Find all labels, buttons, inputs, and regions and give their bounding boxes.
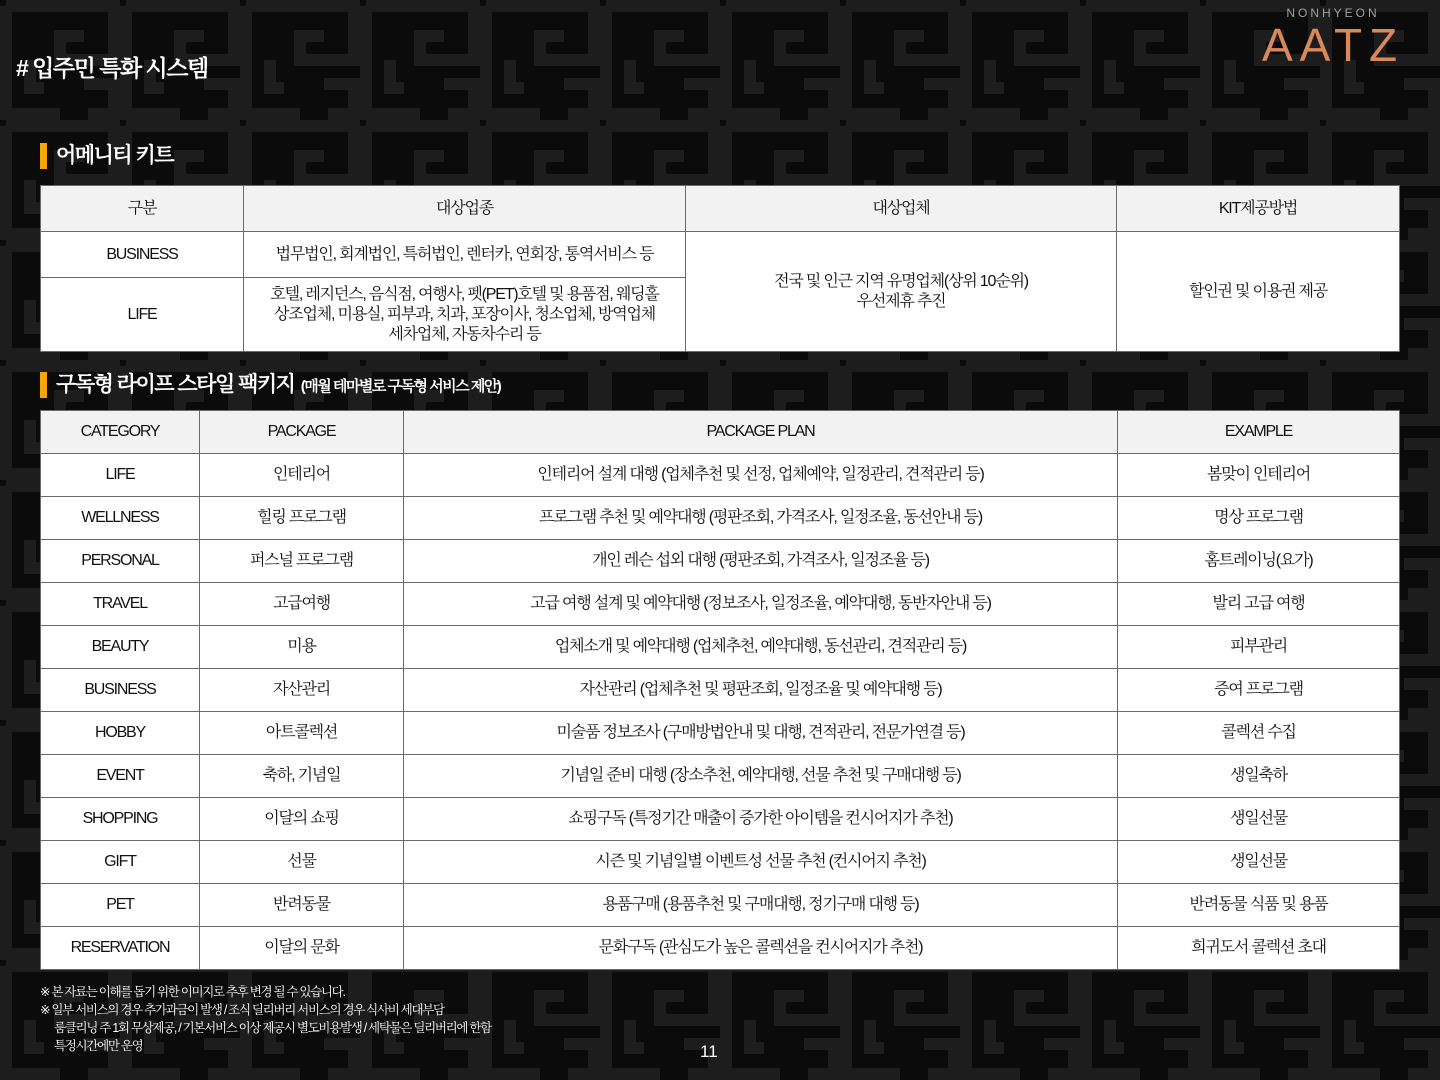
package-plan-cell: 고급 여행 설계 및 예약대행 (정보조사, 일정조율, 예약대행, 동반자안내 등): [404, 583, 1118, 626]
brand-sub-text: NONHYEON: [1286, 6, 1380, 20]
brand-main-text: AATZ: [1262, 19, 1405, 71]
amenity-industry-cell: 법무법인, 회계법인, 특허법인, 렌터카, 연회장, 통역서비스 등: [244, 232, 686, 278]
package-plan-cell: 미술품 정보조사 (구매방법안내 및 대행, 견적관리, 전문가연결 등): [404, 712, 1118, 755]
amenity-header-target: 대상업체: [686, 186, 1117, 232]
amenity-category-cell: LIFE: [41, 278, 244, 352]
package-example-cell: 생일선물: [1118, 798, 1400, 841]
package-example-cell: 명상 프로그램: [1118, 497, 1400, 540]
package-name-cell: 이달의 쇼핑: [200, 798, 404, 841]
amenity-header-method: KIT제공방법: [1117, 186, 1400, 232]
package-example-cell: 증여 프로그램: [1118, 669, 1400, 712]
package-name-cell: 힐링 프로그램: [200, 497, 404, 540]
package-header-package: PACKAGE: [200, 411, 404, 454]
package-name-cell: 인테리어: [200, 454, 404, 497]
package-category-cell: PET: [41, 884, 200, 927]
package-plan-cell: 기념일 준비 대행 (장소추천, 예약대행, 선물 추천 및 구매대행 등): [404, 755, 1118, 798]
package-name-cell: 이달의 문화: [200, 927, 404, 970]
package-example-cell: 봄맞이 인테리어: [1118, 454, 1400, 497]
package-example-cell: 홈트레이닝(요가): [1118, 540, 1400, 583]
package-example-cell: 생일축하: [1118, 755, 1400, 798]
package-category-cell: PERSONAL: [41, 540, 200, 583]
package-name-cell: 반려동물: [200, 884, 404, 927]
package-row: [41, 497, 1400, 540]
package-name-cell: 선물: [200, 841, 404, 884]
footnote-line: 룸클리닝 주 1회 무상제공, / 기본서비스 이상 제공시 별도비용발생 / 세탁물은 딜리버리에 한함: [54, 1021, 491, 1035]
package-row: [41, 884, 1400, 927]
amenity-industry-line: 상조업체, 미용실, 피부과, 치과, 포장이사, 청소업체, 방역업체: [273, 305, 656, 323]
package-plan-cell: 용품구매 (용품추천 및 구매대행, 정기구매 대행 등): [404, 884, 1118, 927]
package-plan-cell: 문화구독 (관심도가 높은 콜렉션을 컨시어지가 추천): [404, 927, 1118, 970]
package-header-example: EXAMPLE: [1118, 411, 1400, 454]
amenity-category-cell: BUSINESS: [41, 232, 244, 278]
package-plan-cell: 자산관리 (업체추천 및 평판조회, 일정조율 및 예약대행 등): [404, 669, 1118, 712]
package-row: [41, 669, 1400, 712]
amenity-target-line: 우선제휴 추진: [856, 292, 946, 310]
package-example-cell: 희귀도서 콜렉션 초대: [1118, 927, 1400, 970]
package-row: [41, 755, 1400, 798]
amenity-header-category: 구분: [41, 186, 244, 232]
package-category-cell: RESERVATION: [41, 927, 200, 970]
amenity-row-business: [41, 232, 1400, 278]
amenity-kit-title-text: 어메니티 키트: [56, 144, 174, 167]
package-name-cell: 아트콜렉션: [200, 712, 404, 755]
package-row: [41, 798, 1400, 841]
amenity-header-industry: 대상업종: [244, 186, 686, 232]
footnote-line: 특정시간에만 운영: [54, 1039, 143, 1053]
footnote-line: ※ 일부 서비스의 경우 추가과금이 발생 / 조식 딜리버리 서비스의 경우 식사비 세대부담: [40, 1003, 444, 1017]
package-category-cell: WELLNESS: [41, 497, 200, 540]
package-name-cell: 고급여행: [200, 583, 404, 626]
package-example-cell: 발리 고급 여행: [1118, 583, 1400, 626]
amenity-header-row: [41, 186, 1400, 232]
lifestyle-package-subtitle: (매월 테마별로 구독형 서비스 제안): [300, 378, 501, 395]
package-plan-cell: 개인 레슨 섭외 대행 (평판조회, 가격조사, 일정조율 등): [404, 540, 1118, 583]
package-category-cell: BUSINESS: [41, 669, 200, 712]
package-category-cell: LIFE: [41, 454, 200, 497]
package-row: [41, 927, 1400, 970]
package-example-cell: 콜렉션 수집: [1118, 712, 1400, 755]
amenity-target-cell: [686, 232, 1117, 352]
amenity-target-line: 전국 및 인근 지역 유명업체(상위 10순위): [774, 272, 1028, 290]
package-plan-cell: 업체소개 및 예약대행 (업체추천, 예약대행, 동선관리, 견적관리 등): [404, 626, 1118, 669]
package-row: [41, 841, 1400, 884]
package-category-cell: TRAVEL: [41, 583, 200, 626]
amenity-kit-table: [40, 185, 1400, 352]
amenity-industry-line: 세차업체, 자동차수리 등: [388, 325, 541, 343]
package-header-category: CATEGORY: [41, 411, 200, 454]
package-row: [41, 626, 1400, 669]
lifestyle-package-section-title: [40, 372, 500, 398]
package-row: [41, 454, 1400, 497]
amenity-industry-line: 호텔, 레지던스, 음식점, 여행사, 펫(PET)호텔 및 용품점, 웨딩홀: [270, 285, 659, 303]
package-header-row: [41, 411, 1400, 454]
package-category-cell: BEAUTY: [41, 626, 200, 669]
package-category-cell: GIFT: [41, 841, 200, 884]
package-category-cell: SHOPPING: [41, 798, 200, 841]
page-number: 11: [700, 1042, 718, 1061]
package-plan-cell: 쇼핑구독 (특정기간 매출이 증가한 아이템을 컨시어지가 추천): [404, 798, 1118, 841]
package-name-cell: 미용: [200, 626, 404, 669]
lifestyle-package-table: [40, 410, 1400, 970]
footnote-line: ※ 본 자료는 이해를 돕기 위한 이미지로 추후 변경 될 수 있습니다.: [40, 985, 345, 999]
lifestyle-package-title-text: 구독형 라이프 스타일 팩키지: [56, 373, 295, 396]
package-row: [41, 712, 1400, 755]
footnotes: [40, 983, 491, 1055]
brand-logo: [1262, 6, 1405, 71]
page-title: # 입주민 특화 시스템: [16, 55, 208, 81]
package-plan-cell: 시즌 및 기념일별 이벤트성 선물 추천 (컨시어지 추천): [404, 841, 1118, 884]
package-header-plan: PACKAGE PLAN: [404, 411, 1118, 454]
amenity-kit-section-title: [40, 143, 173, 169]
package-category-cell: HOBBY: [41, 712, 200, 755]
package-plan-cell: 인테리어 설계 대행 (업체추천 및 선정, 업체예약, 일정관리, 견적관리 등): [404, 454, 1118, 497]
package-name-cell: 자산관리: [200, 669, 404, 712]
package-row: [41, 583, 1400, 626]
package-plan-cell: 프로그램 추천 및 예약대행 (평판조회, 가격조사, 일정조율, 동선안내 등): [404, 497, 1118, 540]
amenity-industry-cell: [244, 278, 686, 352]
package-table-body: [41, 454, 1400, 970]
package-name-cell: 축하, 기념일: [200, 755, 404, 798]
package-category-cell: EVENT: [41, 755, 200, 798]
package-example-cell: 생일선물: [1118, 841, 1400, 884]
amenity-method-cell: 할인권 및 이용권 제공: [1117, 232, 1400, 352]
package-example-cell: 피부관리: [1118, 626, 1400, 669]
package-example-cell: 반려동물 식품 및 용품: [1118, 884, 1400, 927]
package-name-cell: 퍼스널 프로그램: [200, 540, 404, 583]
package-row: [41, 540, 1400, 583]
